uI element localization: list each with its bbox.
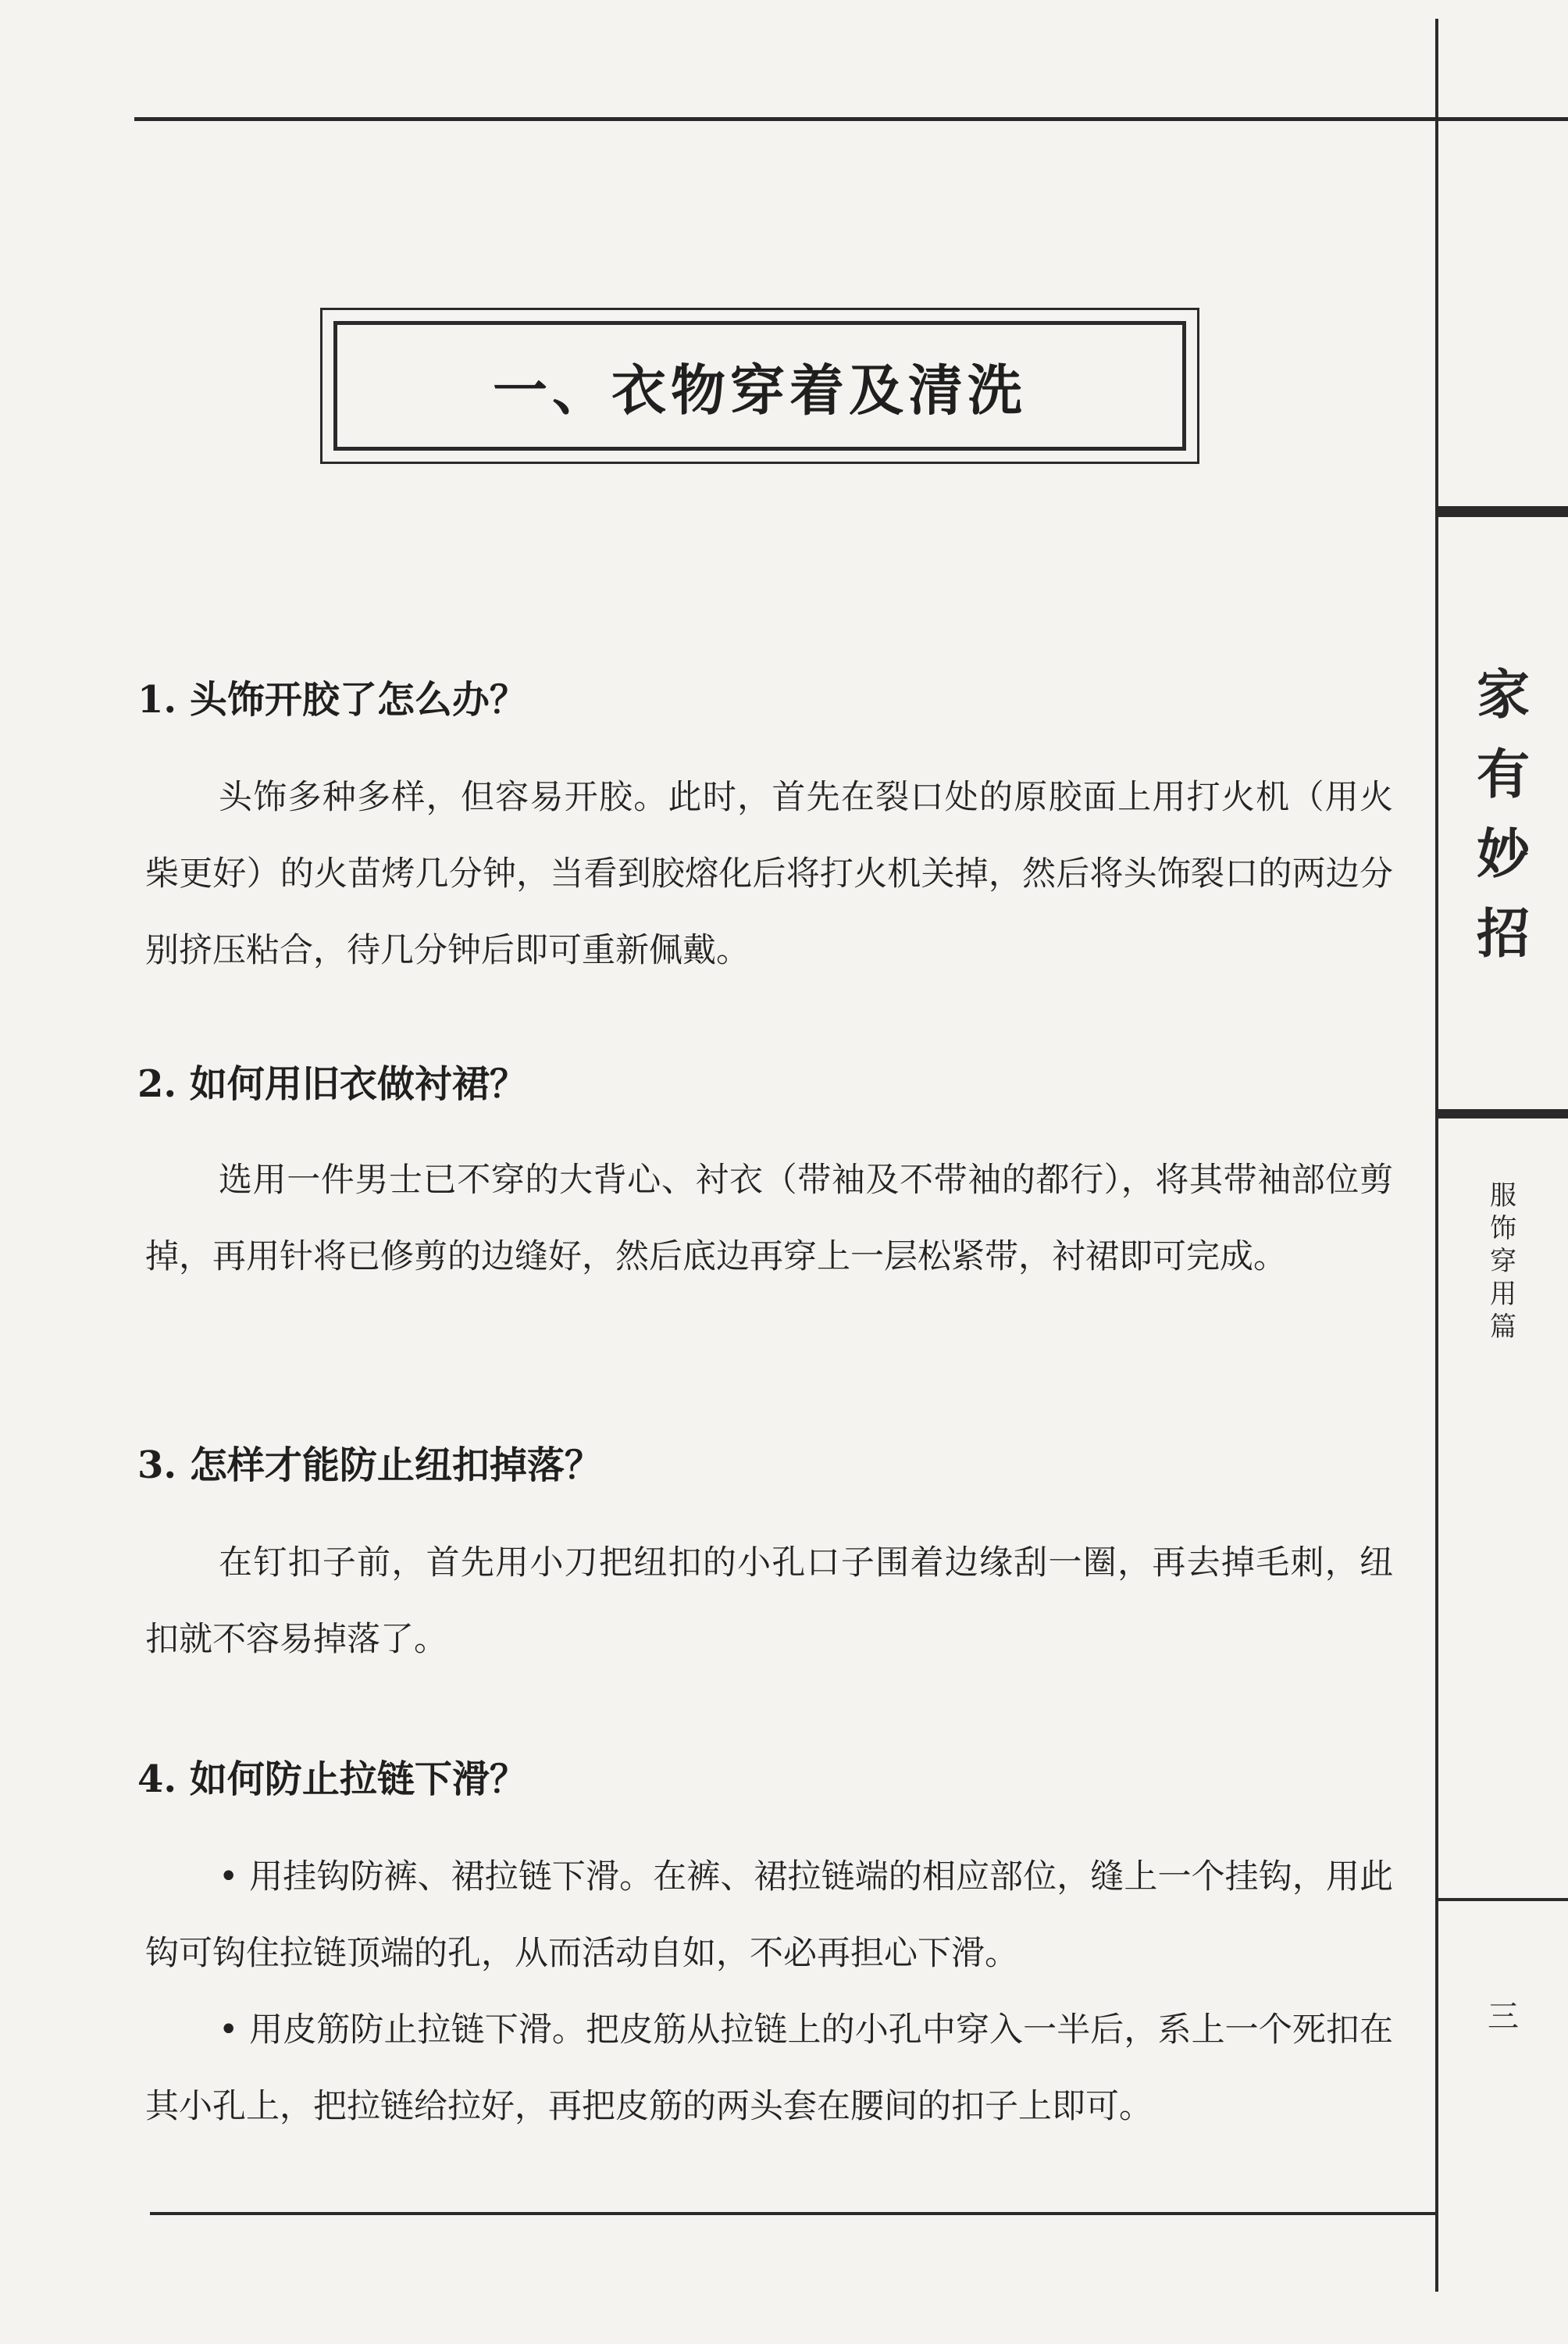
section-paragraph: 在钉扣子前，首先用小刀把纽扣的小孔口子围着边缘刮一圈，再去掉毛刺，纽扣就不容易掉落了。 bbox=[145, 1543, 1393, 1659]
sidebar-band-bottom bbox=[1435, 1898, 1568, 1901]
section-paragraph: 头饰多种多样，但容易开胶。此时，首先在裂口处的原胶面上用打火机（用火柴更好）的火苗烤几分钟，当看到胶熔化后将打火机关掉，然后将头饰裂口的两边分别挤压粘合，待几分钟后即可重新佩戴。 bbox=[145, 778, 1393, 970]
book-title-vertical bbox=[1438, 656, 1568, 975]
section-heading bbox=[137, 1061, 1387, 1108]
category-char: 穿 bbox=[1490, 1246, 1516, 1277]
bullet-paragraph: • 用挂钩防裤、裙拉链下滑。在裤、裙拉链端的相应部位，缝上一个挂钩，用此钩可钩住拉链顶端的孔，从而活动自如，不必再担心下滑。 bbox=[145, 1857, 1393, 1973]
category-char: 篇 bbox=[1490, 1311, 1516, 1343]
section-heading bbox=[137, 1442, 1387, 1489]
section-number: 2. bbox=[137, 1062, 177, 1106]
section-title: 怎样才能防止纽扣掉落？ bbox=[189, 1443, 602, 1487]
chapter-title: 一、衣物穿着及清洗 bbox=[493, 358, 1027, 423]
category-char: 服 bbox=[1490, 1180, 1516, 1211]
section-title: 如何防止拉链下滑？ bbox=[189, 1757, 527, 1801]
section-title: 如何用旧衣做衬裙？ bbox=[189, 1062, 527, 1106]
margin-vertical-rule bbox=[1435, 19, 1438, 2292]
top-rule bbox=[134, 117, 1568, 121]
section-paragraph: 选用一件男士已不穿的大背心、衬衣（带袖及不带袖的都行），将其带袖部位剪掉，再用针将已修剪的边缝好，然后底边再穿上一层松紧带，衬裙即可完成。 bbox=[145, 1161, 1393, 1276]
book-title-char: 家 bbox=[1476, 665, 1530, 726]
sidebar-band-middle bbox=[1435, 1109, 1568, 1118]
book-title-char: 妙 bbox=[1476, 824, 1530, 886]
chapter-title-inner-frame bbox=[333, 321, 1186, 451]
section-title: 头饰开胶了怎么办？ bbox=[189, 678, 527, 722]
bottom-rule bbox=[150, 2212, 1438, 2215]
section-number: 1. bbox=[137, 678, 177, 722]
chapter-title-box bbox=[320, 308, 1199, 464]
section-heading bbox=[137, 1756, 1387, 1803]
category-char: 用 bbox=[1490, 1279, 1516, 1310]
section-heading bbox=[137, 676, 1387, 723]
book-title-char: 招 bbox=[1476, 904, 1530, 965]
page-number: 三 bbox=[1488, 1999, 1519, 2035]
section-number: 4. bbox=[137, 1757, 177, 1801]
bullet-paragraph: • 用皮筋防止拉链下滑。把皮筋从拉链上的小孔中穿入一半后，系上一个死扣在其小孔上，把拉链给拉好，再把皮筋的两头套在腰间的扣子上即可。 bbox=[145, 2010, 1393, 2126]
book-title-char: 有 bbox=[1476, 744, 1530, 806]
category-char: 饰 bbox=[1490, 1213, 1516, 1244]
sidebar-band-top bbox=[1435, 506, 1568, 517]
section-number: 3. bbox=[137, 1443, 177, 1487]
category-label-vertical bbox=[1438, 1179, 1568, 1343]
